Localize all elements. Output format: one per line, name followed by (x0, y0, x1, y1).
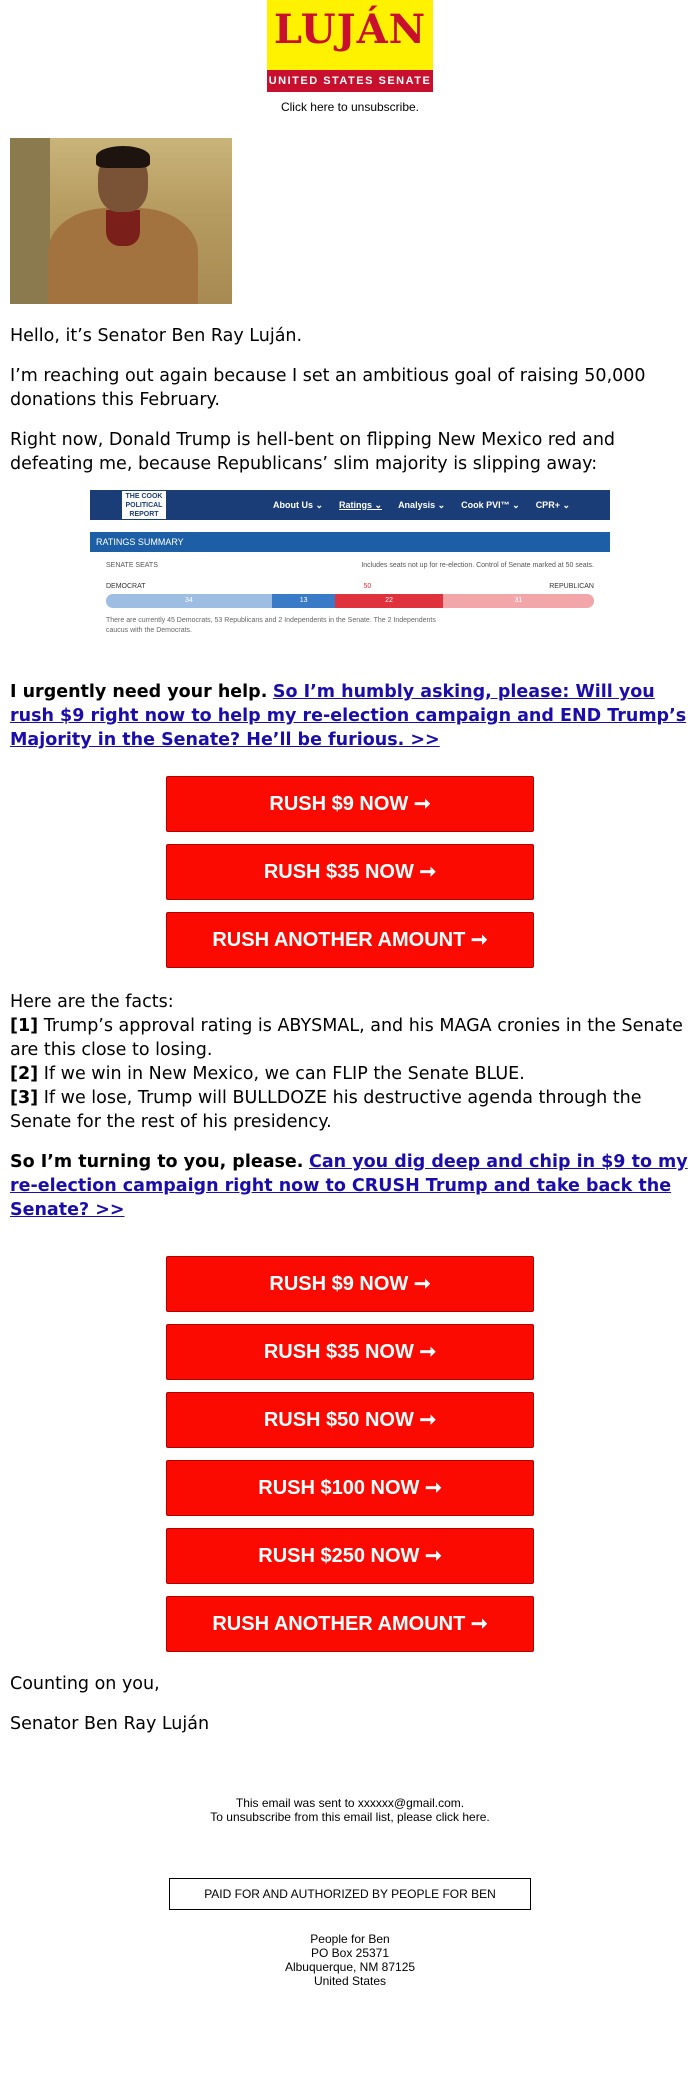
ratings-title: RATINGS SUMMARY (90, 532, 610, 552)
fact-number: [2] (10, 1064, 39, 1084)
ratings-nav-item: Cook PVI™ ⌄ (461, 499, 520, 510)
ratings-nav-item: Analysis ⌄ (398, 499, 446, 510)
seats-note: Includes seats not up for re-election. Control of Senate marked at 50 seats. (361, 562, 594, 569)
ratings-nav-bar (90, 490, 610, 520)
senator-photo (10, 138, 232, 304)
fact-3 (10, 1086, 690, 1134)
ratings-summary-image (90, 490, 610, 658)
control-marker: 50 (363, 583, 372, 590)
republican-label: REPUBLICAN (549, 583, 594, 590)
fact-text: Trump’s approval rating is ABYSMAL, and his MAGA cronies in the Senate are this close to losing. (10, 1016, 683, 1060)
seat-bar (106, 594, 594, 608)
donate-buttons-1 (10, 776, 690, 968)
seat-segment: 31 (443, 594, 594, 608)
intro-text: I’m reaching out again because I set an ambitious goal of raising 50,000 donations this February. (10, 366, 646, 410)
email-content (0, 138, 700, 1736)
ratings-note: There are currently 45 Democrats, 53 Republicans and 2 Independents in the Senate. The 2 Independents caucus with the Democrats. (106, 617, 436, 634)
ratings-nav-item: About Us ⌄ (272, 499, 324, 510)
logo-word: LUJÁN (273, 6, 427, 53)
ratings-nav-item: Ratings ⌄ (339, 499, 383, 510)
democrat-label: DEMOCRAT (106, 583, 146, 590)
mailing-address (0, 1932, 700, 1988)
rush-250-button[interactable]: RUSH $250 NOW ➞ (166, 1528, 534, 1584)
turning-bold-text: So I’m turning to you, please. (10, 1152, 304, 1172)
signoff-text: Counting on you, (10, 1674, 160, 1694)
turning-donate-link[interactable]: Can you dig deep and chip in $9 to my re-election campaign right now to CRUSH Trump and take back the Senate? >> (10, 1152, 688, 1220)
rush-9-button[interactable]: RUSH $9 NOW ➞ (166, 776, 534, 832)
address-line: Albuquerque, NM 87125 (284, 1960, 416, 1974)
help-donate-link[interactable]: So I’m humbly asking, please: Will you rush $9 right now to help my re-election campaign and END Trump’s Majority in the Senate? He’ll be furious. >> (10, 682, 687, 750)
rush-another-amount-button[interactable]: RUSH ANOTHER AMOUNT ➞ (166, 912, 534, 968)
seat-segment: 22 (335, 594, 442, 608)
fact-1 (10, 1014, 690, 1062)
rush-another-amount-button[interactable]: RUSH ANOTHER AMOUNT ➞ (166, 1596, 534, 1652)
ratings-brand-logo: THE COOK POLITICAL REPORT (122, 491, 166, 519)
ratings-nav-links (273, 490, 570, 520)
ratings-nav-item: CPR+ ⌄ (535, 499, 570, 510)
address-line: People for Ben (310, 1932, 390, 1946)
seat-segment: 34 (106, 594, 272, 608)
unsubscribe-footer-link[interactable]: To unsubscribe from this email list, please click here. (210, 1810, 490, 1824)
email-header (0, 0, 700, 114)
paid-for-disclaimer: PAID FOR AND AUTHORIZED BY PEOPLE FOR BEN (169, 1878, 531, 1910)
fact-text: If we lose, Trump will BULLDOZE his destructive agenda through the Senate for the rest of his presidency. (10, 1088, 642, 1132)
ratings-seats-row (90, 562, 610, 569)
help-paragraph (10, 680, 690, 752)
donate-buttons-2 (10, 1256, 690, 1652)
rush-50-button[interactable]: RUSH $50 NOW ➞ (166, 1392, 534, 1448)
unsubscribe-top-link[interactable]: Click here to unsubscribe. (280, 100, 420, 114)
help-bold-text: I urgently need your help. (10, 682, 268, 702)
turning-paragraph (10, 1150, 690, 1222)
ratings-party-row (90, 583, 610, 590)
photo-collar (106, 210, 140, 246)
rush-100-button[interactable]: RUSH $100 NOW ➞ (166, 1460, 534, 1516)
seat-segment: 13 (272, 594, 335, 608)
fact-2 (10, 1062, 690, 1086)
fact-text: If we win in New Mexico, we can FLIP the Senate BLUE. (38, 1064, 525, 1084)
logo-band: UNITED STATES SENATE (267, 70, 433, 92)
signature-text: Senator Ben Ray Luján (10, 1714, 210, 1734)
facts-intro-text: Here are the facts: (10, 992, 174, 1012)
email-footer (0, 1796, 700, 1824)
fact-number: [1] (10, 1016, 39, 1036)
photo-hair (96, 146, 150, 168)
trump-line-text: Right now, Donald Trump is hell-bent on flipping New Mexico red and defeating me, because Republicans’ slim majority is slipping away: (10, 430, 616, 474)
rush-35-button[interactable]: RUSH $35 NOW ➞ (166, 1324, 534, 1380)
rush-9-button[interactable]: RUSH $9 NOW ➞ (166, 1256, 534, 1312)
address-line: United States (313, 1974, 387, 1988)
sent-to-text: This email was sent to xxxxxx@gmail.com. (235, 1796, 465, 1810)
rush-35-button[interactable]: RUSH $35 NOW ➞ (166, 844, 534, 900)
greeting-text: Hello, it’s Senator Ben Ray Luján. (10, 326, 303, 346)
photo-hay-bale (10, 138, 50, 304)
lujan-logo[interactable] (267, 0, 433, 92)
address-line: PO Box 25371 (310, 1946, 390, 1960)
fact-number: [3] (10, 1088, 39, 1108)
seats-label: SENATE SEATS (106, 562, 158, 569)
